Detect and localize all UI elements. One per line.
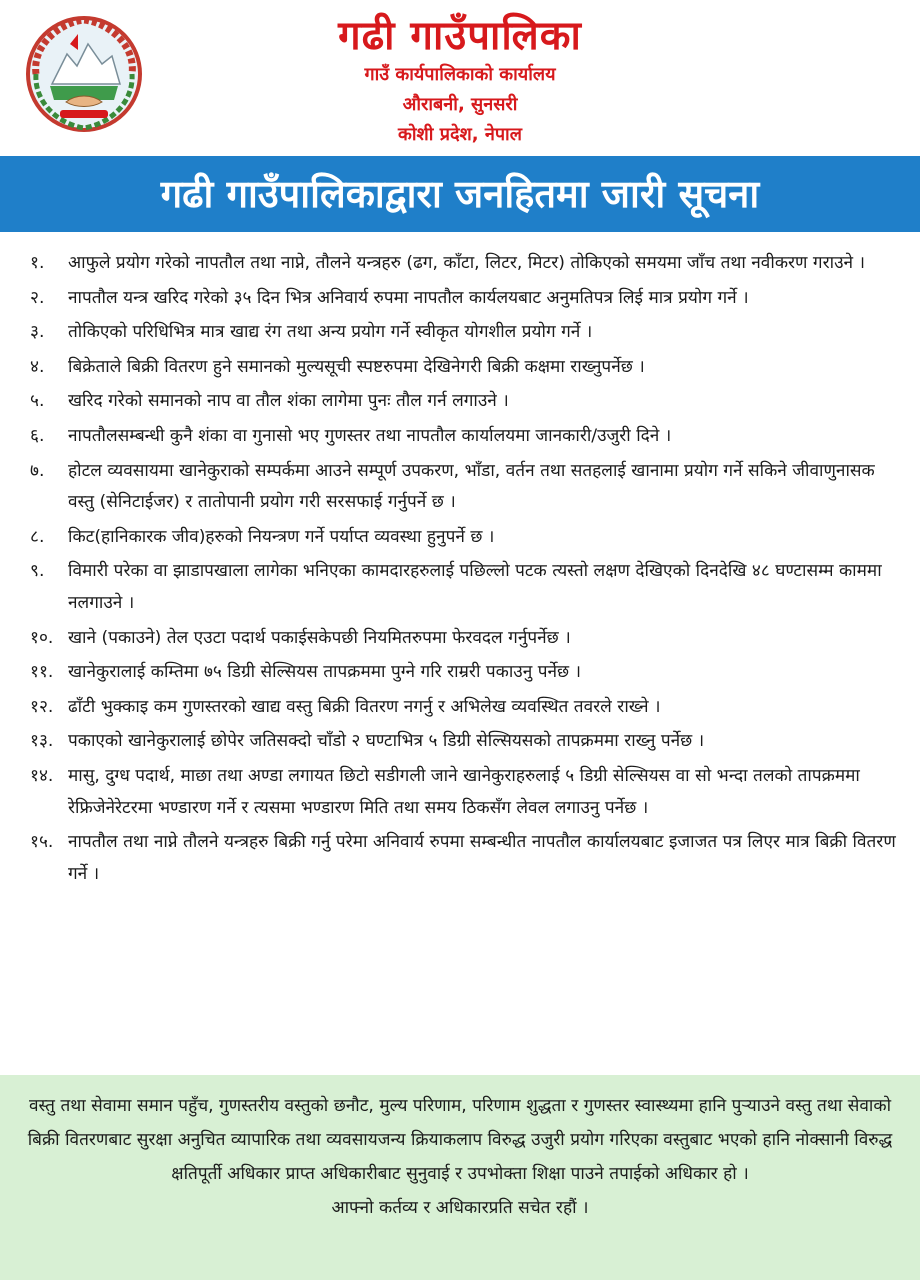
notice-item: [30, 352, 900, 384]
notice-text: मासु, दुग्ध पदार्थ, माछा तथा अण्डा लगायत छिटो सडीगली जाने खानेकुराहरुलाई ५ डिग्री सेल्सियस वा सो भन्दा तलको तापक्रममा रेफ्रिजेनेरेटरमा भण्डारण गर्ने र त्यसमा भण्डारण मिति तथा समय ठिकसँग लेवल लगाउनु पर्नेछ ।: [68, 765, 860, 818]
notice-number: ६.: [30, 425, 45, 446]
notice-number: ११.: [30, 662, 54, 683]
banner-title: गढी गाउँपालिकाद्वारा जनहितमा जारी सूचना: [160, 172, 760, 216]
notice-text: नापतौलसम्बन्धी कुनै शंका वा गुनासो भए गुणस्तर तथा नापतौल कार्यालयमा जानकारी/उजुरी दिने ।: [68, 425, 672, 446]
notice-text: खाने (पकाउने) तेल एउटा पदार्थ पकाईसकेपछी नियमितरुपमा फेरवदल गर्नुपर्नेछ ।: [68, 627, 571, 648]
footer-text-block: [20, 1089, 900, 1225]
notice-text: ढाँटी भुक्काइ कम गुणस्तरको खाद्य वस्तु बिक्री वितरण नगर्नु र अभिलेख व्यवस्थित तवरले राख्ने ।: [68, 696, 661, 717]
notice-item: [30, 421, 900, 453]
notice-number: १२.: [30, 696, 54, 717]
notice-text: होटल व्यवसायमा खानेकुराको सम्पर्कमा आउने सम्पूर्ण उपकरण, भाँडा, वर्तन तथा सतहलाई खानामा प्रयोग गर्ने सकिने जीवाणुनासक वस्तु (सेनिटाईजर) र तातोपानी प्रयोग गरी सरसफाई गर्नुपर्ने छ ।: [68, 460, 875, 513]
closing-line: आफ्नो कर्तव्य र अधिकारप्रति सचेत रहौं ।: [331, 1198, 589, 1218]
notice-banner: [0, 156, 920, 232]
notice-text: नापतौल यन्त्र खरिद गरेको ३५ दिन भित्र अनिवार्य रुपमा नापतौल कार्यलयबाट अनुमतिपत्र लिई मात्र प्रयोग गर्ने ।: [68, 287, 749, 308]
notice-number: ८.: [30, 526, 45, 547]
notice-item: [30, 456, 900, 519]
notice-list: [30, 248, 900, 893]
notice-number: ४.: [30, 356, 45, 377]
notice-item: [30, 317, 900, 349]
notice-item: [30, 827, 900, 890]
notice-number: ९.: [30, 561, 45, 582]
notice-text: नापतौल तथा नाप्ने तौलने यन्त्रहरु बिक्री गर्नु परेमा अनिवार्य रुपमा सम्बन्धीत नापतौल कार्यालयबाट इजाजत पत्र लिएर मात्र बिक्री वितरण गर्ने ।: [68, 832, 896, 884]
notice-item: [30, 556, 900, 619]
notice-text: किट(हानिकारक जीव)हरुको नियन्त्रण गर्ने पर्याप्त व्यवस्था हुनुपर्ने छ ।: [68, 526, 495, 547]
notice-number: १५.: [30, 832, 54, 853]
notice-number: १.: [30, 253, 45, 273]
notice-text: तोकिएको परिधिभित्र मात्र खाद्य रंग तथा अन्य प्रयोग गर्ने स्वीकृत योगशील प्रयोग गर्ने ।: [68, 322, 593, 343]
notice-number: १३.: [30, 731, 54, 752]
notice-number: १०.: [30, 627, 54, 648]
notice-number: ५.: [30, 391, 45, 412]
nepal-government-emblem-icon: [22, 14, 146, 134]
notice-text: बिक्रेताले बिक्री वितरण हुने समानको मुल्यसूची स्पष्टरुपमा देखिनेगरी बिक्री कक्षमा राख्नुपर्नेछ ।: [68, 356, 645, 377]
notice-item: [30, 623, 900, 655]
notice-text: खानेकुरालाई कम्तिमा ७५ डिग्री सेल्सियस तापक्रममा पुग्ने गरि राम्ररी पकाउनु पर्नेछ ।: [68, 662, 582, 683]
notice-item: [30, 657, 900, 689]
office-name: गाउँ कार्यपालिकाको कार्यालय: [364, 64, 556, 85]
title-block: [180, 12, 740, 150]
notice-item: [30, 761, 900, 824]
consumer-rights-text: वस्तु तथा सेवामा समान पहुँच, गुणस्तरीय वस्तुको छनौट, मुल्य परिणाम, परिणाम शुद्धता र गुणस्तर स्वास्थ्यमा हानि पुऱ्याउने वस्तु तथा सेवाको बिक्री वितरणबाट सुरक्षा अनुचित व्यापारिक तथा व्यवसायजन्य क्रियाकलाप विरुद्ध उजुरी प्रयोग गरिएका वस्तुबाट भएको हानि नोक्सानी विरुद्ध क्षतिपूर्ती अधिकार प्राप्त अधिकारीबाट सुनुवाई र उपभोक्ता शिक्षा पाउने तपाईको अधिकार हो ।: [27, 1096, 893, 1184]
letterhead: [0, 0, 920, 155]
address-line: औराबनी, सुनसरी: [402, 94, 518, 115]
notice-item: [30, 248, 900, 280]
province-line: कोशी प्रदेश, नेपाल: [398, 124, 522, 145]
notice-number: ३.: [30, 322, 45, 343]
footer-box: [0, 1075, 920, 1280]
notice-number: १४.: [30, 765, 54, 786]
notice-number: ७.: [30, 460, 45, 481]
notice-item: [30, 283, 900, 315]
notice-text: पकाएको खानेकुरालाई छोपेर जतिसक्दो चाँडो २ घण्टाभित्र ५ डिग्री सेल्सियसको तापक्रममा राख्नु पर्नेछ ।: [68, 731, 705, 752]
municipality-name: गढी गाउँपालिका: [338, 13, 582, 59]
notice-item: [30, 386, 900, 418]
notice-text: आफुले प्रयोग गरेको नापतौल तथा नाप्ने, तौलने यन्त्रहरु (ढग, काँटा, लिटर, मिटर) तोकिएको समयमा जाँच तथा नवीकरण गराउने ।: [68, 253, 866, 273]
notice-item: [30, 522, 900, 554]
notice-number: २.: [30, 287, 45, 308]
notice-item: [30, 726, 900, 758]
notice-item: [30, 692, 900, 724]
notice-text: विमारी परेका वा झाडापखाला लागेका भनिएका कामदारहरुलाई पछिल्लो पटक त्यस्तो लक्षण देखिएको दिनदेखि ४८ घण्टासम्म काममा नलगाउने ।: [68, 561, 882, 613]
notice-text: खरिद गरेको समानको नाप वा तौल शंका लागेमा पुनः तौल गर्न लगाउने ।: [68, 391, 509, 412]
